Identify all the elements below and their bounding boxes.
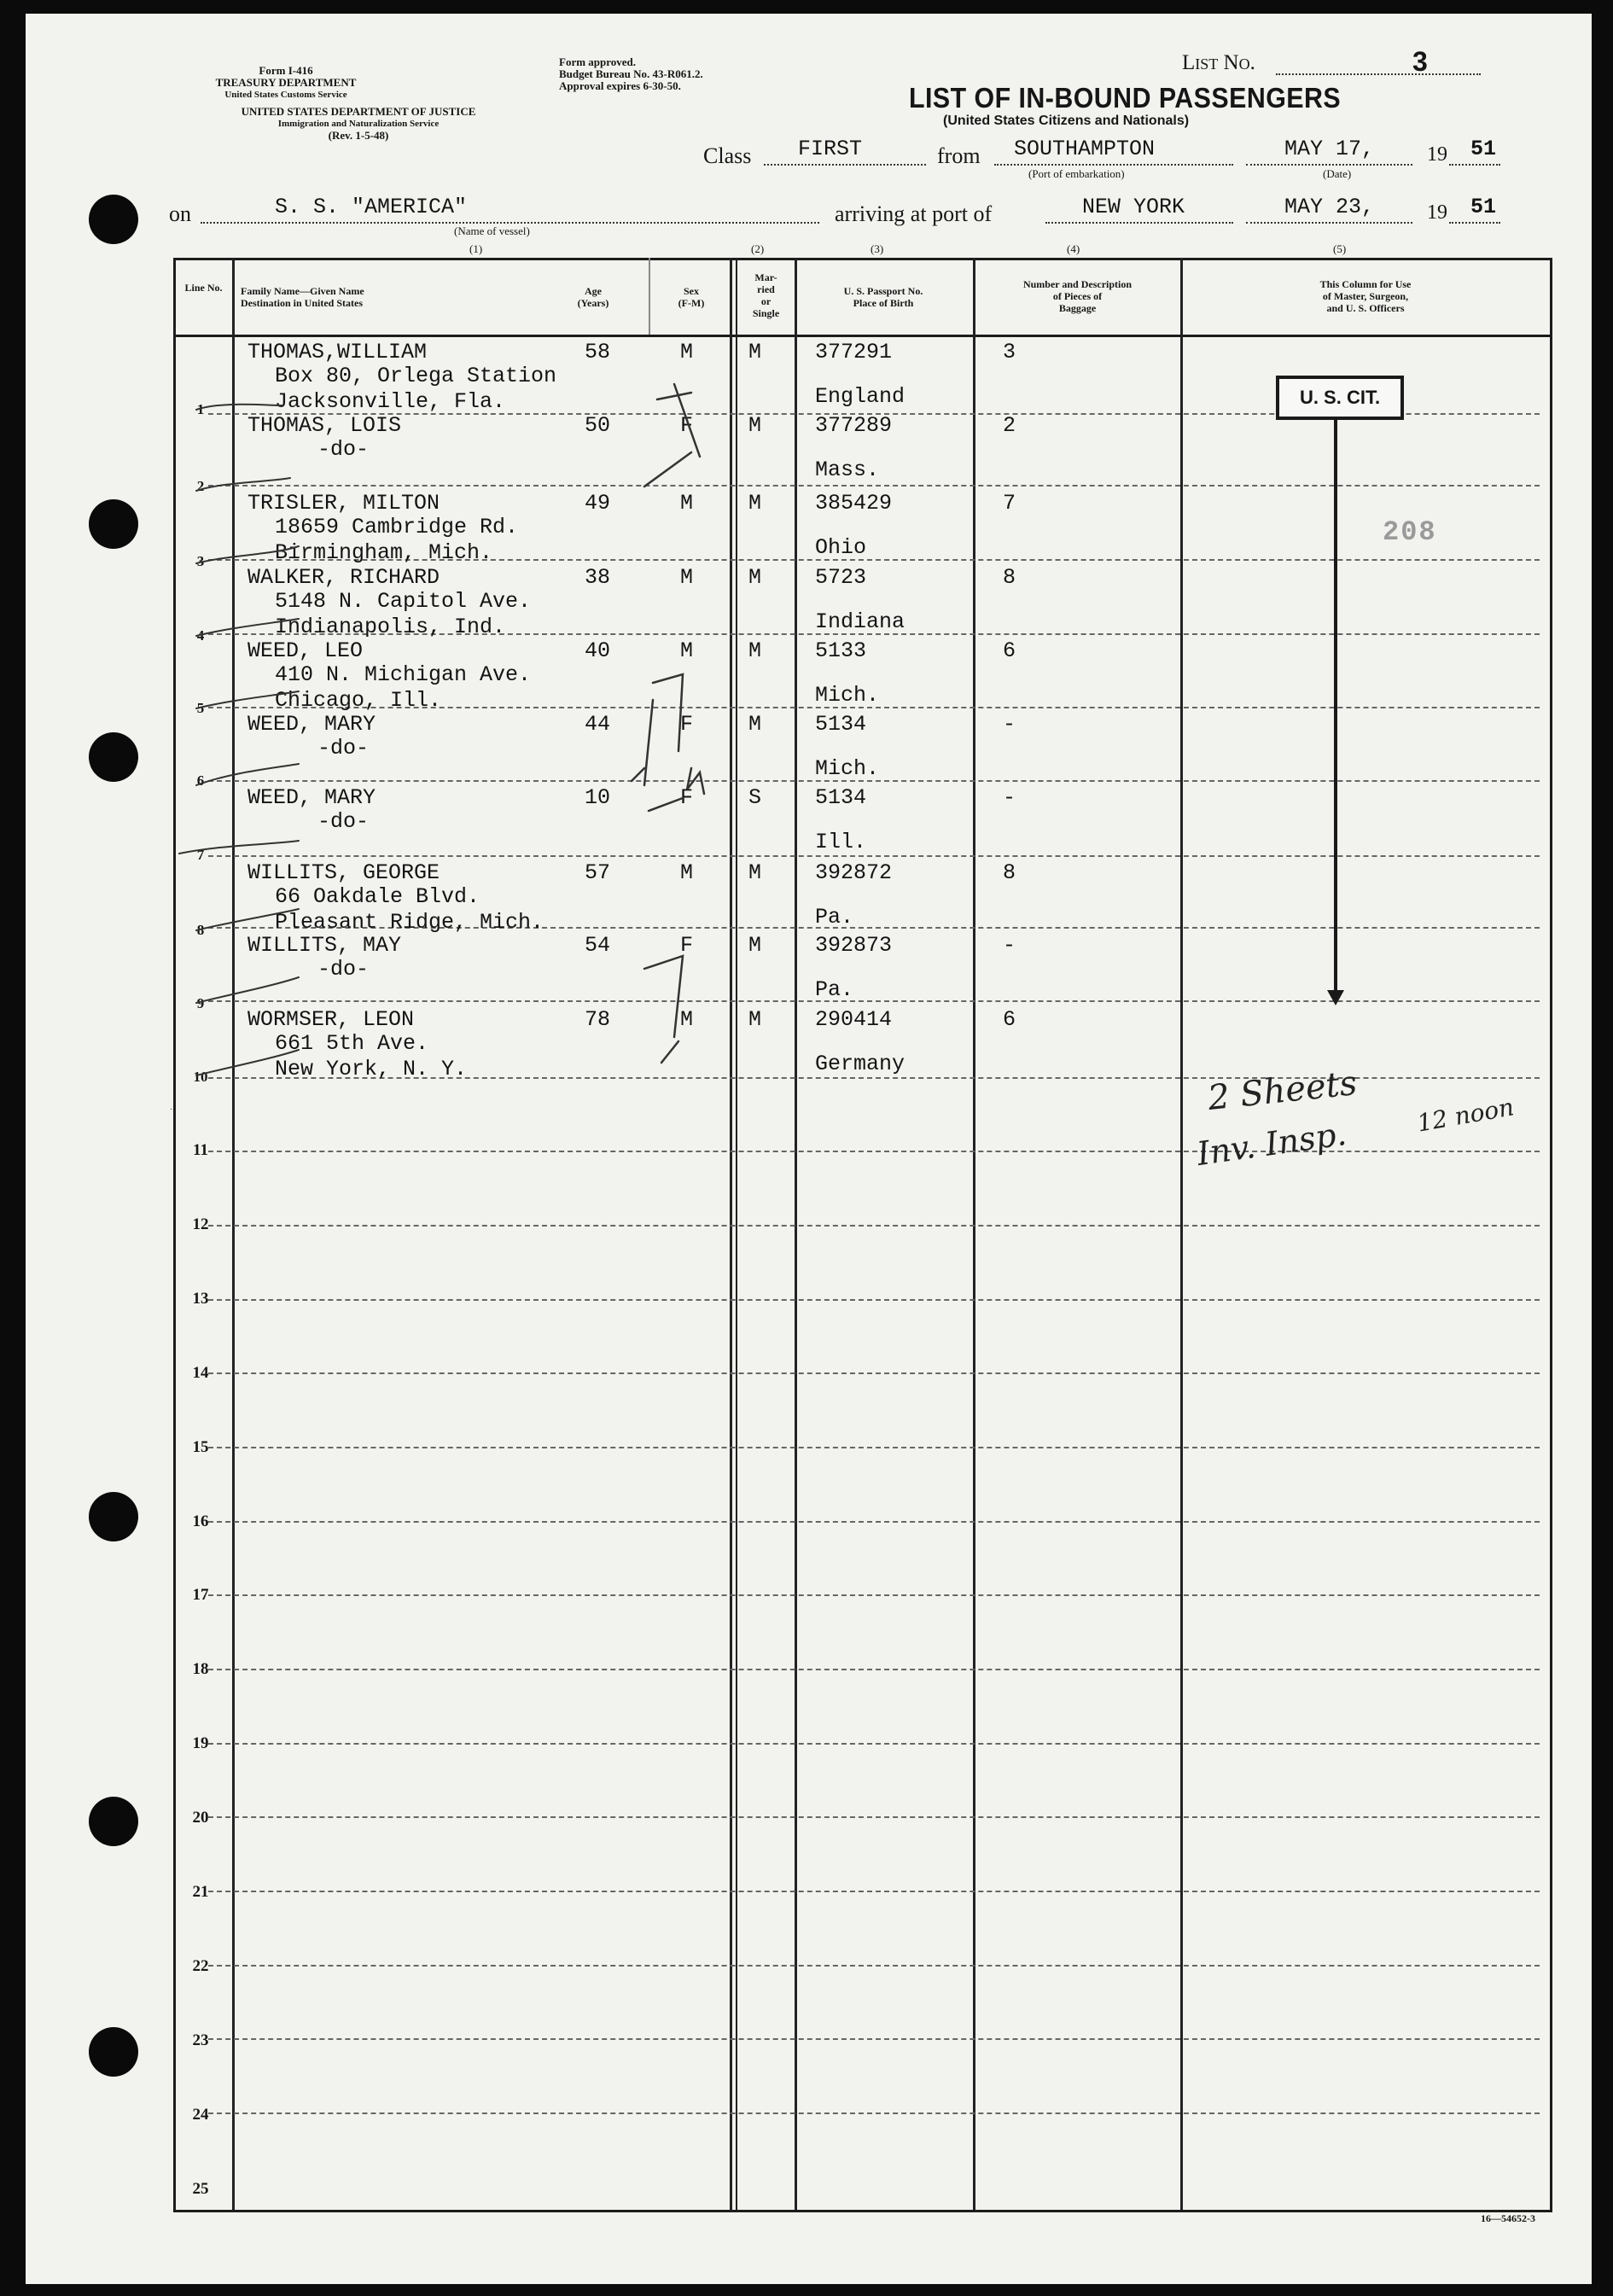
- passenger-name: WEED, MARY: [247, 785, 376, 810]
- passenger-age: 58: [585, 340, 611, 364]
- baggage-count: 3: [1003, 340, 1016, 364]
- col-num-1: (1): [469, 242, 483, 255]
- passenger-marital-status: M: [748, 413, 762, 438]
- binder-hole: [89, 732, 138, 782]
- line-number: 6: [196, 772, 205, 789]
- row-rule: [208, 1816, 1540, 1818]
- passenger-marital-status: M: [748, 933, 762, 958]
- vessel-name: S. S. "AMERICA": [275, 195, 468, 219]
- binder-hole: [89, 195, 138, 244]
- year-value-2: 51: [1470, 195, 1497, 219]
- form-number: Form I-416: [259, 64, 313, 77]
- class-label: Class: [703, 143, 752, 168]
- passenger-age: 57: [585, 860, 611, 885]
- line-number: 24: [192, 2105, 209, 2124]
- line-number: 13: [192, 1289, 209, 1308]
- embark-date-value: MAY 17,: [1284, 137, 1375, 161]
- place-of-birth: Ill.: [815, 830, 867, 854]
- vessel-caption: (Name of vessel): [454, 224, 530, 237]
- passenger-age: 40: [585, 638, 611, 663]
- passenger-age: 10: [585, 785, 611, 810]
- passenger-age: 54: [585, 933, 611, 958]
- passenger-marital-status: M: [748, 638, 762, 663]
- citizen-bracket-line: [1334, 413, 1337, 1002]
- place-of-birth: Germany: [815, 1052, 905, 1076]
- passenger-address-line-1: 66 Oakdale Blvd.: [275, 884, 480, 909]
- place-of-birth: Pa.: [815, 977, 854, 1002]
- passenger-name: WORMSER, LEON: [247, 1007, 415, 1032]
- passport-number: 5134: [815, 712, 867, 737]
- us-citizen-stamp: U. S. CIT.: [1276, 376, 1404, 420]
- passenger-name: THOMAS,WILLIAM: [247, 340, 428, 364]
- row-rule: [208, 2038, 1540, 2040]
- arriving-label: arriving at port of: [835, 201, 993, 226]
- row-rule: [208, 1299, 1540, 1301]
- line-number: 8: [196, 922, 205, 938]
- row-rule: [208, 1891, 1540, 1892]
- bracket-arrow: [1327, 990, 1344, 1005]
- arrival-port-value: NEW YORK: [1082, 195, 1185, 219]
- place-of-birth: Mich.: [815, 756, 880, 781]
- passenger-marital-status: M: [748, 860, 762, 885]
- passenger-name: WEED, LEO: [247, 638, 364, 663]
- line-number: 9: [196, 995, 205, 1011]
- passenger-sex: M: [680, 860, 694, 885]
- row-rule: [208, 1965, 1540, 1967]
- passenger-sex: M: [680, 1007, 694, 1032]
- page-title: LIST OF IN-BOUND PASSENGERS: [909, 82, 1342, 114]
- place-of-birth: Mich.: [815, 683, 880, 708]
- place-of-birth: Indiana: [815, 609, 905, 634]
- year-prefix-1: 19: [1427, 143, 1447, 166]
- row-rule: [208, 1669, 1540, 1670]
- page-subtitle: (United States Citizens and Nationals): [943, 114, 1190, 128]
- passenger-address-line-1: 410 N. Michigan Ave.: [275, 662, 532, 687]
- binder-hole: [89, 2027, 138, 2077]
- passenger-age: 50: [585, 413, 611, 438]
- baggage-count: 8: [1003, 565, 1016, 590]
- from-label: from: [937, 143, 981, 168]
- col-header-line-no: Line No.: [184, 282, 223, 294]
- year-value-1: 51: [1470, 137, 1497, 161]
- passenger-sex: F: [680, 785, 694, 810]
- col-header-sex: Sex (F-M): [678, 285, 705, 309]
- passenger-name: WEED, MARY: [247, 712, 376, 737]
- line-number: 14: [192, 1363, 209, 1382]
- dept-customs: United States Customs Service: [224, 90, 347, 100]
- line-number: 11: [193, 1141, 208, 1159]
- port-embarkation-caption: (Port of embarkation): [1028, 167, 1125, 180]
- passport-number: 377291: [815, 340, 893, 364]
- passenger-address-line-1: Box 80, Orlega Station: [275, 364, 557, 388]
- place-of-birth: Ohio: [815, 535, 867, 560]
- handwritten-inspector: Inv. Insp.: [1194, 1114, 1349, 1174]
- passenger-age: 44: [585, 712, 611, 737]
- stamp-number: 208: [1383, 516, 1437, 548]
- on-label: on: [169, 201, 191, 226]
- line-number: 7: [196, 847, 205, 863]
- col-num-4: (4): [1067, 242, 1080, 255]
- line-number: 10: [193, 1069, 208, 1085]
- col-header-name: Family Name—Given Name Destination in United States: [241, 285, 364, 309]
- dept-justice: UNITED STATES DEPARTMENT OF JUSTICE: [241, 105, 476, 118]
- approval-line-2: Budget Bureau No. 43-R061.2.: [559, 67, 703, 80]
- dept-treasury: TREASURY DEPARTMENT: [215, 76, 357, 89]
- baggage-count: 2: [1003, 413, 1016, 438]
- passenger-age: 78: [585, 1007, 611, 1032]
- passenger-sex: F: [680, 413, 694, 438]
- line-number: 2: [196, 478, 205, 494]
- passenger-marital-status: M: [748, 712, 762, 737]
- passenger-address-line-2: Jacksonville, Fla.: [275, 389, 506, 414]
- row-rule: [208, 2112, 1540, 2114]
- binder-hole: [89, 1797, 138, 1846]
- passenger-address-line-2: Indianapolis, Ind.: [275, 615, 506, 639]
- baggage-count: 6: [1003, 1007, 1016, 1032]
- passenger-name: THOMAS, LOIS: [247, 413, 402, 438]
- passenger-name: WILLITS, GEORGE: [247, 860, 440, 885]
- baggage-count: 8: [1003, 860, 1016, 885]
- row-rule: [208, 1743, 1540, 1745]
- line-number: 25: [192, 2179, 209, 2198]
- passenger-address-line-1: -do-: [317, 809, 370, 834]
- handwritten-time: 12 noon: [1415, 1093, 1517, 1138]
- form-revision: (Rev. 1-5-48): [328, 129, 389, 142]
- place-of-birth: Pa.: [815, 905, 854, 929]
- line-number: 21: [192, 1883, 209, 1901]
- line-number: 19: [192, 1734, 209, 1753]
- line-number: 5: [196, 700, 205, 716]
- passenger-address-line-1: 5148 N. Capitol Ave.: [275, 589, 532, 614]
- line-number: 12: [192, 1215, 209, 1233]
- passenger-sex: F: [680, 933, 694, 958]
- list-no-value: 3: [1412, 46, 1428, 77]
- col-num-2: (2): [751, 242, 765, 255]
- passport-number: 5723: [815, 565, 867, 590]
- line-number: 15: [192, 1437, 209, 1456]
- passenger-sex: M: [680, 491, 694, 516]
- passenger-marital-status: M: [748, 1007, 762, 1032]
- baggage-count: 7: [1003, 491, 1016, 516]
- passenger-name: WILLITS, MAY: [247, 933, 402, 958]
- line-number: 20: [192, 1809, 209, 1827]
- passport-number: 5133: [815, 638, 867, 663]
- passenger-sex: M: [680, 638, 694, 663]
- passenger-address-line-2: Birmingham, Mich.: [275, 540, 493, 565]
- passenger-address-line-2: New York, N. Y.: [275, 1057, 468, 1081]
- passport-number: 385429: [815, 491, 893, 516]
- handwritten-signature: 2 Sheets: [1206, 1063, 1360, 1119]
- line-number: 18: [192, 1660, 209, 1679]
- col-num-5: (5): [1333, 242, 1347, 255]
- baggage-count: 6: [1003, 638, 1016, 663]
- place-of-birth: England: [815, 384, 905, 409]
- line-number: 4: [196, 627, 205, 644]
- dept-ins: Immigration and Naturalization Service: [277, 119, 440, 129]
- baggage-count: -: [1003, 785, 1016, 810]
- approval-line-1: Form approved.: [559, 55, 637, 68]
- passenger-address-line-2: Pleasant Ridge, Mich.: [275, 910, 544, 935]
- passenger-address-line-1: -do-: [317, 437, 370, 462]
- passport-number: 392872: [815, 860, 893, 885]
- passenger-name: TRISLER, MILTON: [247, 491, 440, 516]
- baggage-count: -: [1003, 933, 1016, 958]
- binder-hole: [89, 499, 138, 549]
- footer-code: 16—54652-3: [1481, 2212, 1535, 2224]
- passenger-age: 49: [585, 491, 611, 516]
- passenger-address-line-1: -do-: [317, 957, 370, 982]
- col-num-3: (3): [871, 242, 884, 255]
- col-header-officers: This Column for Use of Master, Surgeon, and U. S. Officers: [1319, 278, 1412, 314]
- year-prefix-2: 19: [1427, 201, 1447, 224]
- passenger-address-line-1: 18659 Cambridge Rd.: [275, 515, 519, 539]
- list-no-label: List No.: [1182, 51, 1255, 74]
- line-number: 3: [196, 553, 205, 569]
- class-value: FIRST: [798, 137, 863, 161]
- passenger-address-line-1: 661 5th Ave.: [275, 1031, 429, 1056]
- table-header-rule: [173, 335, 1550, 337]
- passenger-marital-status: M: [748, 340, 762, 364]
- col-header-passport: U. S. Passport No. Place of Birth: [843, 285, 923, 309]
- row-rule: [208, 1594, 1540, 1596]
- col-header-baggage: Number and Description of Pieces of Baggage: [1022, 278, 1133, 314]
- date-caption: (Date): [1323, 167, 1352, 180]
- baggage-count: -: [1003, 712, 1016, 737]
- row-rule: [208, 1447, 1540, 1448]
- passenger-marital-status: M: [748, 565, 762, 590]
- line-number: 23: [192, 2031, 209, 2049]
- passenger-marital-status: S: [748, 785, 762, 810]
- line-number: 16: [192, 1512, 209, 1530]
- arrival-date-value: MAY 23,: [1284, 195, 1375, 219]
- passenger-age: 38: [585, 565, 611, 590]
- line-number: 1: [196, 401, 205, 417]
- passenger-address-line-2: Chicago, Ill.: [275, 688, 442, 713]
- passport-number: 392873: [815, 933, 893, 958]
- row-rule: [208, 1225, 1540, 1227]
- passenger-name: WALKER, RICHARD: [247, 565, 440, 590]
- passenger-sex: M: [680, 340, 694, 364]
- passport-number: 5134: [815, 785, 867, 810]
- approval-line-3: Approval expires 6-30-50.: [559, 79, 681, 92]
- passport-number: 377289: [815, 413, 893, 438]
- binder-hole: [89, 1492, 138, 1541]
- passenger-address-line-1: -do-: [317, 736, 370, 760]
- passenger-sex: M: [680, 565, 694, 590]
- place-of-birth: Mass.: [815, 457, 880, 482]
- from-value: SOUTHAMPTON: [1014, 137, 1156, 161]
- line-number: 22: [192, 1956, 209, 1975]
- row-rule: [208, 1521, 1540, 1523]
- passport-number: 290414: [815, 1007, 893, 1032]
- col-header-age: Age (Years): [577, 285, 609, 309]
- passenger-sex: F: [680, 712, 694, 737]
- passenger-marital-status: M: [748, 491, 762, 516]
- pencil-check-marks: [171, 341, 768, 1110]
- col-header-married: Mar- ried or Single: [752, 271, 780, 319]
- row-rule: [208, 1372, 1540, 1374]
- line-number: 17: [192, 1586, 209, 1605]
